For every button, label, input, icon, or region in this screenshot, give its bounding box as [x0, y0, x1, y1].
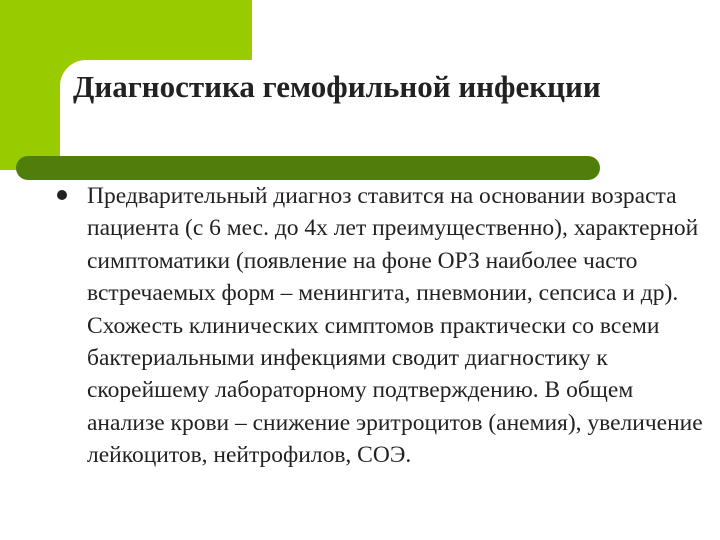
slide-title: Диагностика гемофильной инфекции [73, 69, 601, 104]
bullet-icon [57, 190, 67, 200]
decorative-divider-bar [16, 156, 600, 180]
bullet-text: Предварительный диагноз ставится на основании возраста пациента (с 6 мес. до 4х лет преимущественно), характерной симптоматики (появление на фоне ОРЗ наиболее часто встречаемых форм – менингита, пневмонии, сепсиса и др). Схожесть клинических симптомов практически со всеми бактериальными инфекциями сводит диагностику к скорейшему лабораторному подтверждению. В общем анализе крови – снижение эритроцитов (анемия), увеличение лейкоцитов, нейтрофилов, СОЭ. [87, 183, 703, 469]
